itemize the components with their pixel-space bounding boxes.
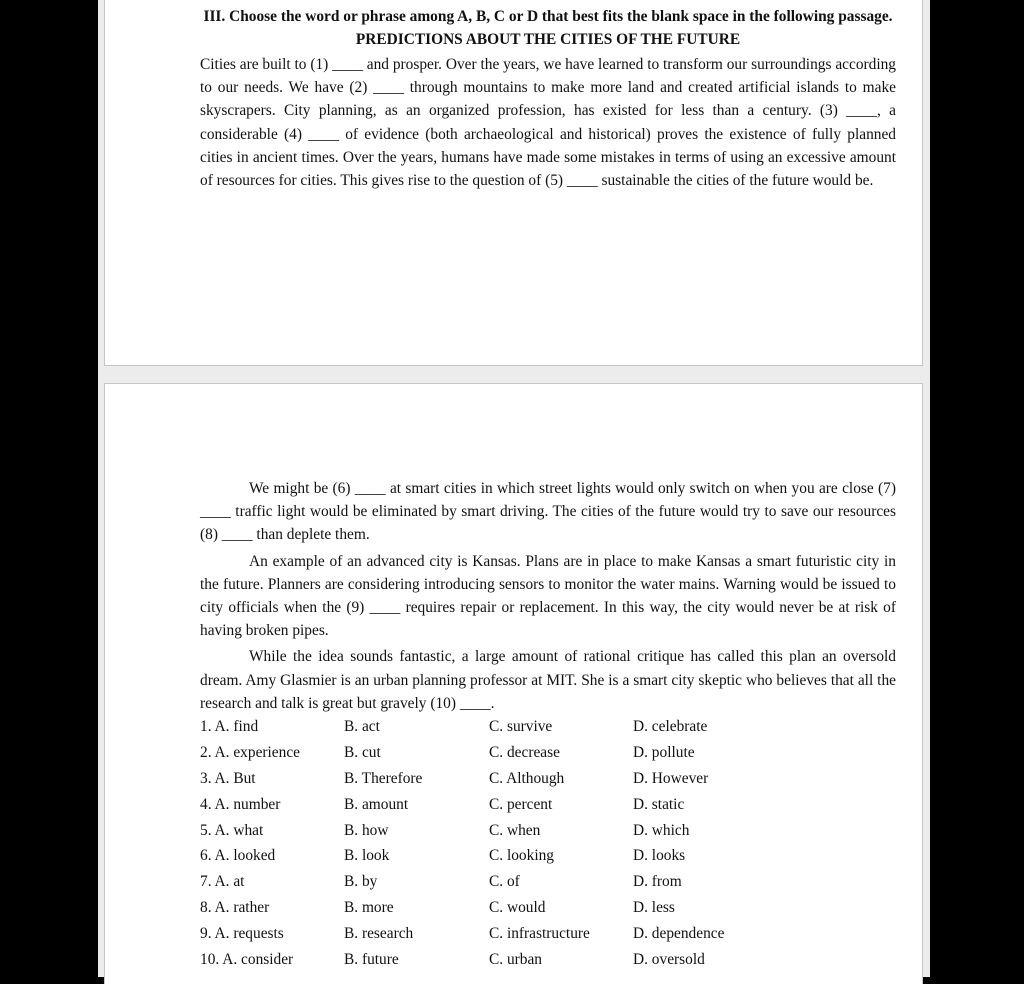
option-b[interactable]: B. future: [344, 951, 399, 969]
option-c[interactable]: C. would: [489, 899, 546, 917]
option-b[interactable]: B. amount: [344, 795, 409, 813]
option-b[interactable]: B. Therefore: [344, 769, 423, 787]
paragraph-1: Cities are built to (1) ____ and prosper. Over the years, we have learned to transform our surroundings according to our needs. We have (2) ____ through mountains to make more land and created artificial islands to make skyscrapers. City planning, as an organized profession, has existed for less than a century. (3) ____, a considerable (4) ____ of evidence (both archaeological and historical) proves the existence of fully planned cities in ancient times. Over the years, humans have made some mistakes in terms of using an excessive amount of resources for cities. This gives rise to the question of (5) ____ sustainable the cities of the future would be.: [200, 56, 896, 190]
question-row-6: [200, 844, 900, 870]
question-row-1: [200, 715, 900, 741]
paragraph-3: An example of an advanced city is Kansas. Plans are in place to make Kansas a smart futuristic city in the future. Planners are considering introducing sensors to monitor the water mains. Warning would be issued to city officials when the (9) ____ requires repair or replacement. In this way, the city would never be at risk of having broken pipes.: [200, 552, 896, 640]
option-d[interactable]: D. However: [633, 769, 709, 787]
option-c[interactable]: C. Although: [489, 769, 565, 787]
answer-options: [200, 715, 900, 974]
option-b[interactable]: B. look: [344, 847, 390, 865]
option-b[interactable]: B. act: [344, 718, 380, 735]
option-b[interactable]: B. how: [344, 821, 389, 839]
option-d[interactable]: D. static: [633, 795, 685, 813]
paragraph-2: We might be (6) ____ at smart cities in which street lights would only switch on when you are close (7) ____ traffic light would be eliminated by smart driving. The cities of the future would try to save our resources (8) ____ than deplete them.: [200, 480, 896, 544]
option-d[interactable]: D. celebrate: [633, 718, 708, 735]
option-c[interactable]: C. when: [489, 821, 541, 839]
section-heading: III. Choose the word or phrase among A, B, C or D that best fits the blank space in the following passage. PREDICTIONS ABOUT THE CITIES OF THE FUTURE: [203, 8, 893, 48]
option-d[interactable]: D. pollute: [633, 743, 695, 761]
option-d[interactable]: D. looks: [633, 847, 686, 865]
option-a[interactable]: 7. A. at: [200, 873, 245, 891]
passage-part-1: [200, 53, 896, 192]
option-a[interactable]: 6. A. looked: [200, 847, 276, 865]
passage-part-2: [200, 477, 896, 715]
option-d[interactable]: D. from: [633, 873, 682, 891]
option-c[interactable]: C. looking: [489, 847, 554, 865]
option-b[interactable]: B. cut: [344, 743, 381, 761]
option-c[interactable]: C. percent: [489, 795, 553, 813]
option-d[interactable]: D. which: [633, 821, 690, 839]
option-a[interactable]: 9. A. requests: [200, 925, 284, 943]
question-row-7: [200, 870, 900, 896]
option-a[interactable]: 5. A. what: [200, 821, 264, 839]
option-a[interactable]: 8. A. rather: [200, 899, 270, 917]
option-c[interactable]: C. decrease: [489, 743, 560, 761]
question-row-3: [200, 767, 900, 793]
option-c[interactable]: C. infrastructure: [489, 925, 590, 943]
paragraph-4: While the idea sounds fantastic, a large amount of rational critique has called this plan an oversold dream. Amy Glasmier is an urban planning professor at MIT. She is a smart city skeptic who believes that all the research and talk is great but gravely (10) ____.: [200, 648, 896, 712]
option-a[interactable]: 2. A. experience: [200, 743, 300, 761]
question-row-9: [200, 922, 900, 948]
option-a[interactable]: 3. A. But: [200, 769, 256, 787]
option-b[interactable]: B. by: [344, 873, 378, 891]
option-b[interactable]: B. more: [344, 899, 394, 917]
option-a[interactable]: 4. A. number: [200, 795, 281, 813]
option-c[interactable]: C. of: [489, 873, 520, 891]
option-a[interactable]: 10. A. consider: [200, 951, 294, 969]
option-d[interactable]: D. less: [633, 899, 675, 917]
option-c[interactable]: C. urban: [489, 951, 543, 969]
option-b[interactable]: B. research: [344, 925, 414, 943]
option-d[interactable]: D. dependence: [633, 925, 725, 943]
question-row-10: [200, 948, 900, 974]
question-row-8: [200, 896, 900, 922]
question-row-5: [200, 819, 900, 845]
option-d[interactable]: D. oversold: [633, 951, 705, 969]
question-row-4: [200, 793, 900, 819]
question-row-2: [200, 741, 900, 767]
option-c[interactable]: C. survive: [489, 718, 553, 735]
option-a[interactable]: 1. A. find: [200, 718, 259, 735]
